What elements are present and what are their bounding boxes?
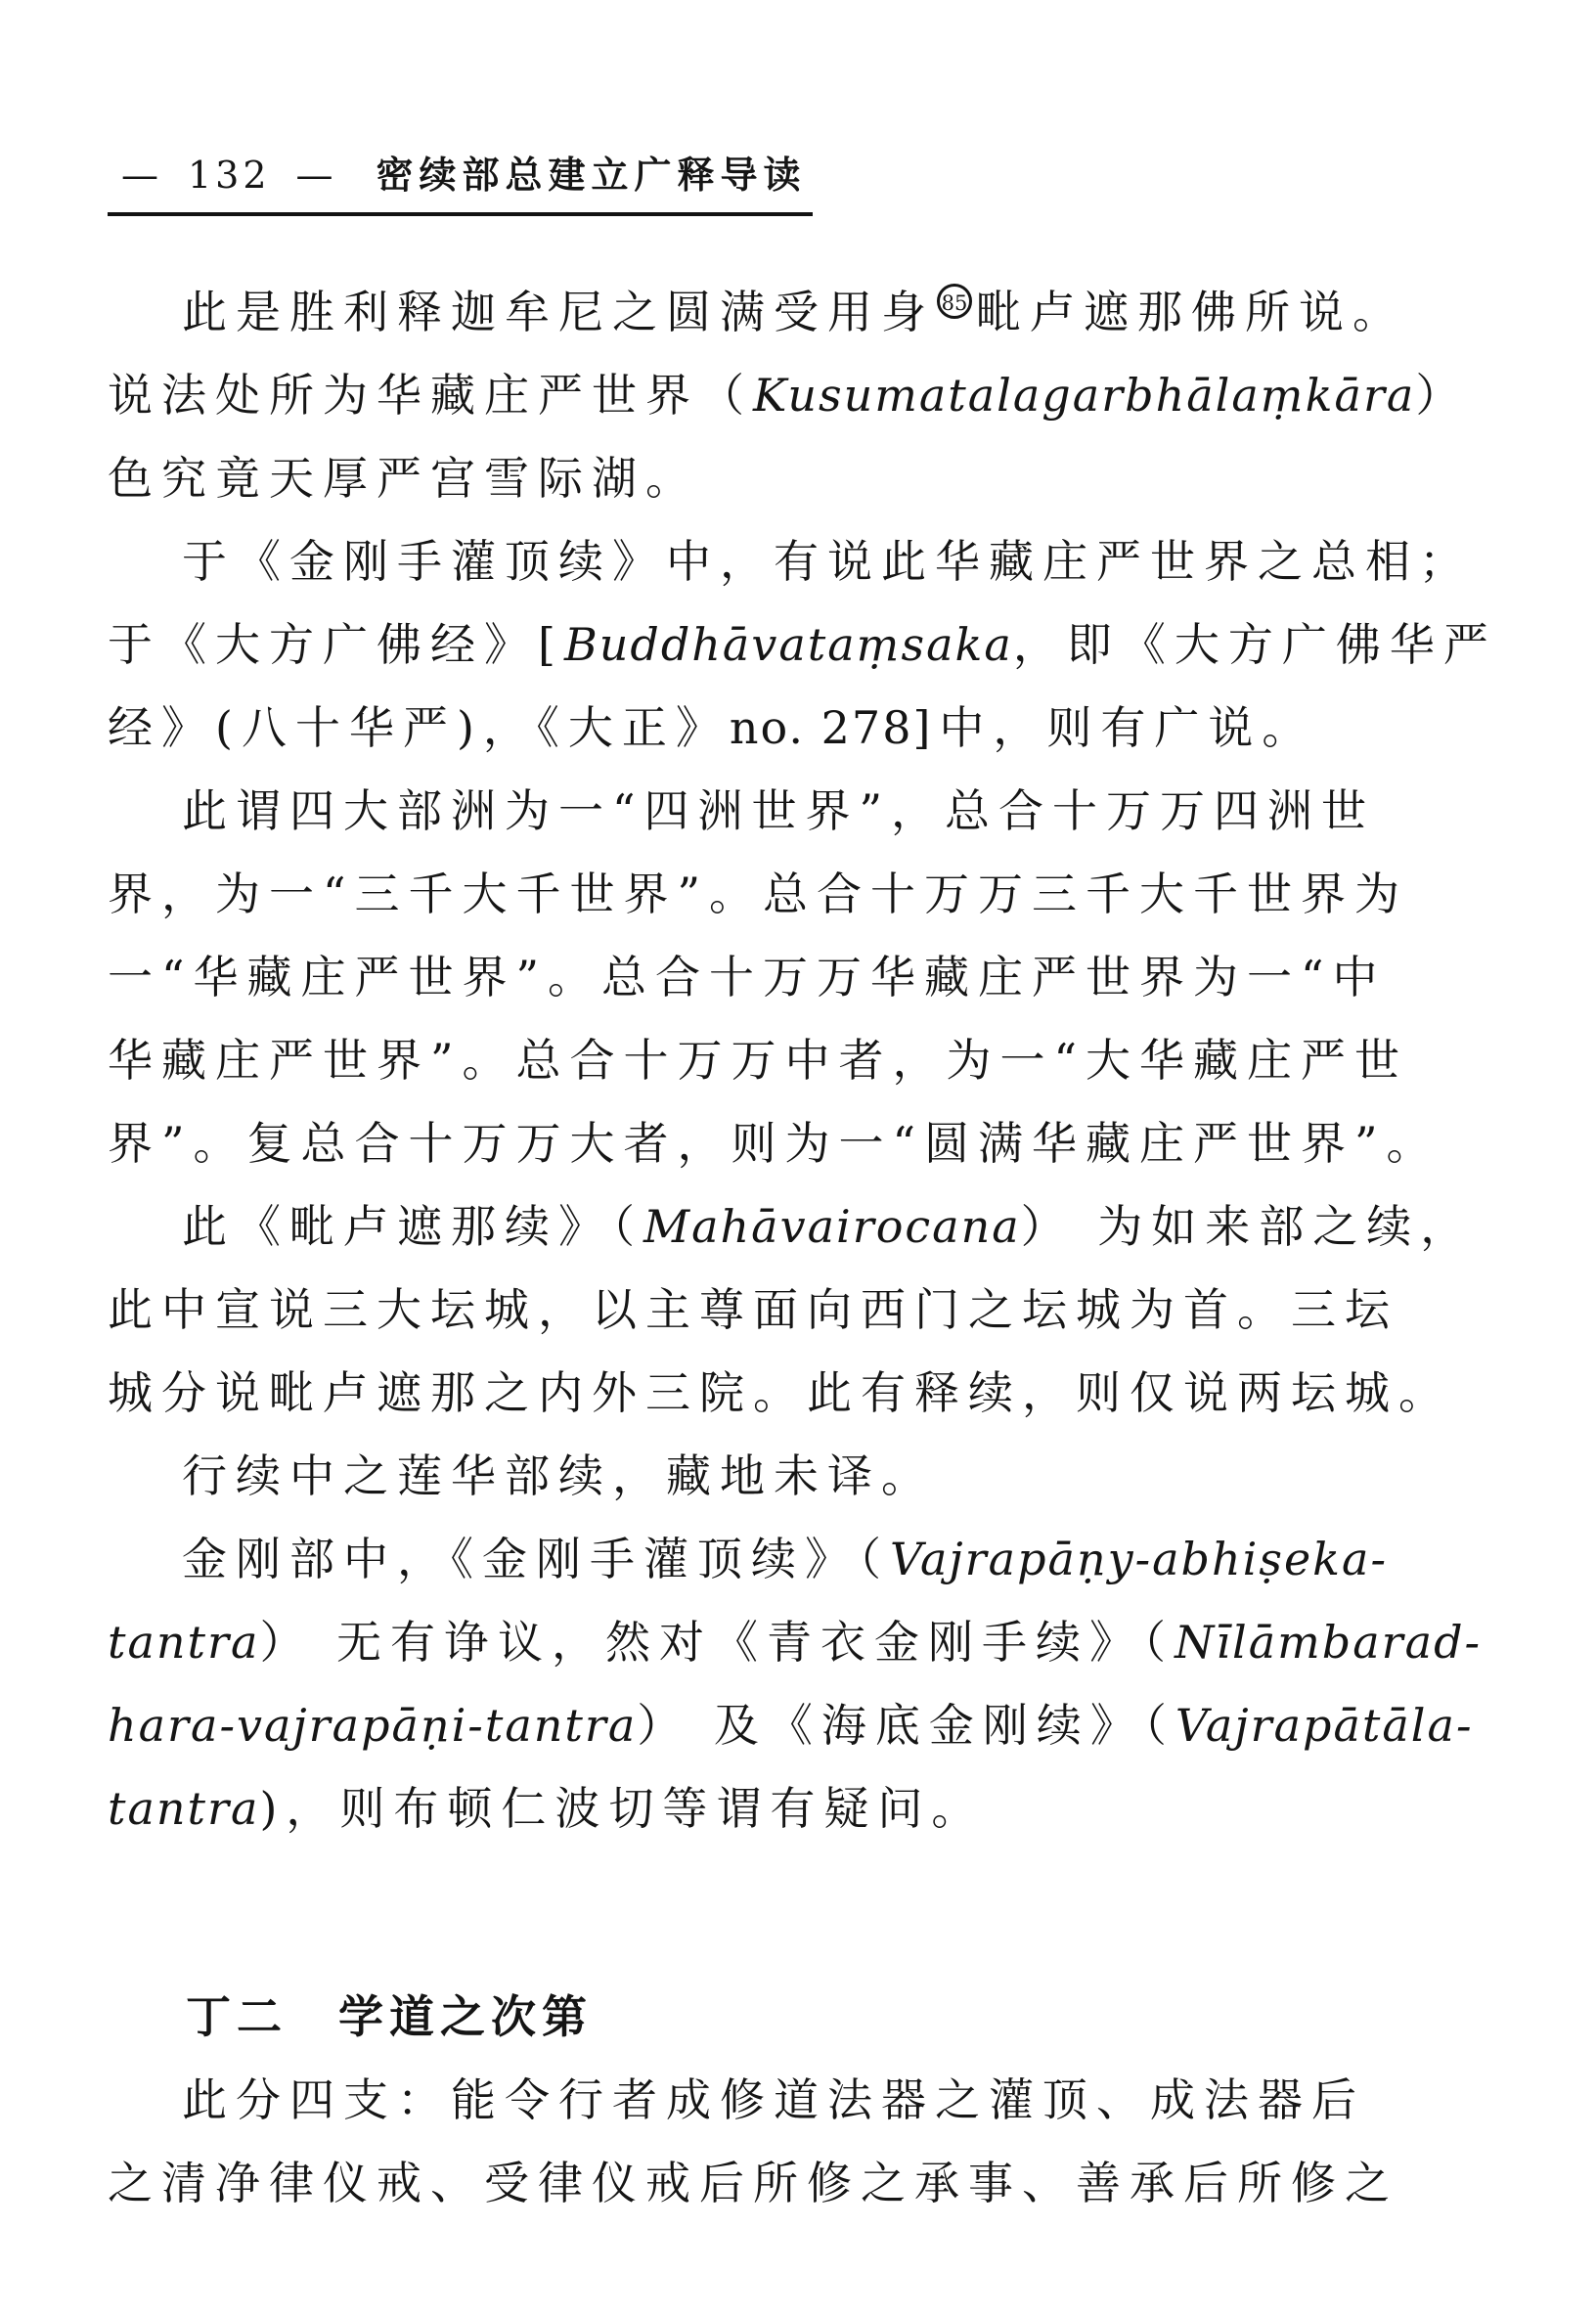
- text-segment: 毗卢遮那佛所说。: [976, 286, 1406, 338]
- text-segment: 行续中之莲华部续，藏地未译。: [182, 1449, 935, 1502]
- text-line: [108, 1518, 1494, 1601]
- text-segment: hara-vajrapāṇi-tantra: [108, 1699, 638, 1752]
- text-segment: tantra: [108, 1782, 260, 1835]
- text-segment: 于《大方广佛经》[: [108, 618, 564, 671]
- text-segment: Nīlāmbarad-: [1175, 1616, 1483, 1669]
- body-text: [108, 271, 1497, 2225]
- page-number: 132: [188, 154, 271, 197]
- text-segment: 色究竟天厚严宫雪际湖。: [108, 452, 699, 505]
- text-line: [108, 2059, 1494, 2142]
- text-segment: 此是胜利释迦牟尼之圆满受用身: [182, 286, 935, 338]
- text-segment: ]中，则有广说。: [912, 701, 1316, 754]
- text-segment: 城分说毗卢遮那之内外三院。此有释续，则仅说两坛城。: [108, 1366, 1452, 1419]
- text-segment: Buddhāvataṃsaka: [563, 618, 1013, 671]
- text-segment: 此《毗卢遮那续》（: [182, 1200, 643, 1253]
- text-line: [108, 603, 1497, 687]
- text-segment: ） 无有诤议，然对《青衣金刚手续》（: [259, 1616, 1175, 1669]
- text-segment: 此中宣说三大坛城，以主尊面向西门之坛城为首。三坛: [108, 1283, 1398, 1336]
- text-segment: 说法处所为华藏庄严世界（: [108, 369, 753, 422]
- text-segment: ） 为如来部之续，: [1020, 1200, 1475, 1253]
- text-line: [108, 520, 1494, 603]
- text-line: [108, 354, 1494, 437]
- text-segment: 此分四支：能令行者成修道法器之灌顶、成法器后: [182, 2073, 1365, 2126]
- text-segment: ）: [1415, 369, 1470, 422]
- text-segment: no. 278: [729, 701, 913, 754]
- text-segment: ） 及《海底金刚续》（: [637, 1699, 1175, 1752]
- text-line: [108, 687, 1494, 770]
- text-segment: 一“华藏庄严世界”。总合十万万华藏庄严世界为一“中: [108, 951, 1387, 1003]
- running-head-dash-left: —: [121, 154, 162, 197]
- text-line: [108, 1185, 1494, 1269]
- text-line: [108, 1352, 1494, 1435]
- running-head: [108, 145, 813, 216]
- running-head-dash-right: —: [295, 154, 337, 197]
- text-segment: 经》(八十华严)，《大正》: [108, 701, 730, 754]
- text-segment: )，则布顿仁波切等谓有疑问。: [259, 1782, 986, 1835]
- text-segment: 于《金刚手灌顶续》中，有说此华藏庄严世界之总相；: [182, 535, 1473, 588]
- text-segment: 金刚部中，《金刚手灌顶续》（: [182, 1533, 890, 1585]
- text-segment: 此谓四大部洲为一“四洲世界”，总合十万万四洲世: [182, 784, 1376, 837]
- text-line: [108, 1269, 1494, 1352]
- text-line: [108, 271, 1494, 354]
- text-line: [108, 936, 1494, 1019]
- text-segment: Kusumatalagarbhālaṃkāra: [753, 369, 1416, 422]
- text-line: [108, 1019, 1494, 1102]
- text-line: [108, 1601, 1494, 1684]
- text-line: [108, 770, 1494, 853]
- book-title: 密续部总建立广释导读: [376, 153, 807, 197]
- text-line: [108, 2142, 1494, 2225]
- text-segment: 丁二 学道之次第: [186, 1990, 593, 2043]
- text-line: [108, 1102, 1494, 1185]
- text-segment: ，即《大方广佛华严: [1012, 618, 1497, 671]
- text-line: [108, 437, 1494, 520]
- text-segment: Vajrapātāla-: [1175, 1699, 1474, 1752]
- text-segment: 界”。复总合十万万大者，则为一“圆满华藏庄严世界”。: [108, 1117, 1441, 1170]
- text-line: [108, 1435, 1494, 1518]
- text-line: [108, 853, 1494, 936]
- text-segment: 界，为一“三千大千世界”。总合十万万三千大千世界为: [108, 868, 1409, 920]
- text-line: [108, 1684, 1494, 1767]
- text-segment: Vajrapāṇy-abhiṣeka-: [890, 1533, 1389, 1585]
- text-segment: 之清净律仪戒、受律仪戒后所修之承事、善承后所修之: [108, 2157, 1398, 2209]
- text-segment: tantra: [108, 1616, 260, 1669]
- text-segment: Mahāvairocana: [643, 1200, 1021, 1253]
- footnote-marker: 85: [937, 284, 972, 319]
- text-line: [108, 1767, 1494, 1850]
- section-heading: [108, 1976, 1494, 2059]
- text-segment: 华藏庄严世界”。总合十万万中者，为一“大华藏庄严世: [108, 1034, 1409, 1087]
